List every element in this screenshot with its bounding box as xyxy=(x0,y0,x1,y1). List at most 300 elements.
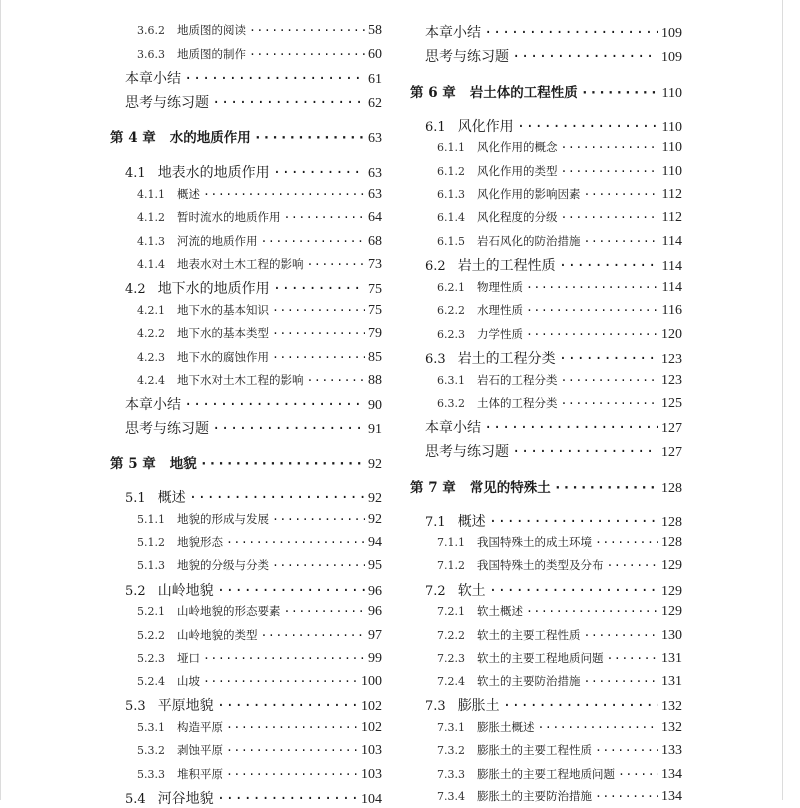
toc-entry-page-number: 92 xyxy=(368,512,382,527)
toc-entry-title: 思考与练习题 xyxy=(125,95,209,111)
dot-leader xyxy=(607,651,659,665)
toc-entry-page-number: 134 xyxy=(661,767,682,782)
toc-entry-number: 6.1.3 xyxy=(437,188,465,201)
dot-leader xyxy=(489,514,658,530)
dot-leader xyxy=(561,396,659,410)
toc-entry-title: 地下水对土木工程的影响 xyxy=(177,373,304,387)
toc-entry-title: 本章小结 xyxy=(425,25,481,41)
toc-entry-title: 剥蚀平原 xyxy=(177,743,223,757)
toc-entry-sub xyxy=(410,326,682,343)
toc-entry-page-number: 131 xyxy=(661,651,682,666)
dot-leader xyxy=(503,698,658,714)
toc-entry-number: 5.3.3 xyxy=(137,768,165,781)
toc-entry-title: 水理性质 xyxy=(477,303,523,317)
dot-leader xyxy=(184,71,365,87)
toc-entry-section xyxy=(110,695,382,715)
toc-entry-section xyxy=(410,511,682,531)
toc-entry-number: 4.2.4 xyxy=(137,374,165,387)
toc-entry-title: 物理性质 xyxy=(477,280,523,294)
toc-entry-section xyxy=(410,580,682,600)
toc-entry-sub xyxy=(410,163,682,180)
toc-entry-title: 风化作用的影响因素 xyxy=(477,187,581,201)
toc-entry-number: 5.3.1 xyxy=(137,721,165,734)
toc-entry-sub xyxy=(410,395,682,412)
toc-entry-title: 地质图的阅读 xyxy=(177,23,246,37)
toc-entry-sub xyxy=(410,557,682,574)
dot-leader xyxy=(559,351,658,367)
toc-entry-page-number: 63 xyxy=(368,166,382,181)
toc-entry-sub xyxy=(410,302,682,319)
toc-entry-summary xyxy=(110,418,382,438)
toc-entry-sub xyxy=(410,186,682,203)
toc-entry-sub xyxy=(410,719,682,736)
toc-entry-page-number: 114 xyxy=(661,234,682,249)
toc-entry-title: 土体的工程分类 xyxy=(477,396,558,410)
dot-leader xyxy=(226,720,358,734)
toc-entry-number: 6.2.3 xyxy=(437,328,465,341)
dot-leader xyxy=(272,326,365,340)
dot-leader xyxy=(254,130,365,146)
toc-entry-page-number: 114 xyxy=(661,259,682,274)
dot-leader xyxy=(307,373,366,387)
toc-entry-page-number: 103 xyxy=(361,743,382,758)
toc-entry-page-number: 129 xyxy=(661,558,682,573)
toc-entry-title: 平原地貌 xyxy=(157,698,214,714)
toc-entry-number: 6.1.5 xyxy=(437,235,465,248)
toc-entry-page-number: 109 xyxy=(661,50,682,65)
toc-entry-page-number: 92 xyxy=(368,457,382,472)
toc-entry-page-number: 96 xyxy=(368,584,382,599)
toc-entry-number: 第 4 章 xyxy=(110,130,156,146)
toc-entry-sub xyxy=(110,557,382,574)
page-border-left xyxy=(0,0,1,800)
toc-entry-title: 岩土的工程分类 xyxy=(457,351,556,367)
toc-entry-sub xyxy=(110,186,382,203)
toc-entry-page-number: 109 xyxy=(661,26,682,41)
dot-leader xyxy=(226,767,358,781)
toc-entry-summary xyxy=(410,22,682,42)
toc-entry-number: 6.1.4 xyxy=(437,211,465,224)
toc-entry-number: 4.2.3 xyxy=(137,351,165,364)
dot-leader xyxy=(607,558,659,572)
toc-entry-page-number: 88 xyxy=(368,373,382,388)
toc-entry-page-number: 58 xyxy=(368,23,382,38)
toc-entry-section xyxy=(110,788,382,808)
dot-leader xyxy=(584,234,659,248)
dot-leader xyxy=(584,628,659,642)
dot-leader xyxy=(226,535,365,549)
toc-entry-page-number: 104 xyxy=(361,792,382,807)
toc-entry-title: 软土 xyxy=(457,583,486,599)
dot-leader xyxy=(203,187,365,201)
toc-entry-title: 山岭地貌的类型 xyxy=(177,628,258,642)
toc-entry-title: 山岭地貌的形态要素 xyxy=(177,604,281,618)
toc-entry-number: 6.1.2 xyxy=(437,165,465,178)
toc-entry-section xyxy=(110,487,382,507)
dot-leader xyxy=(226,743,358,757)
toc-entry-title: 堆积平原 xyxy=(177,767,223,781)
toc-entry-page-number: 68 xyxy=(368,234,382,249)
toc-entry-page-number: 128 xyxy=(661,515,682,530)
toc-entry-page-number: 114 xyxy=(661,280,682,295)
toc-entry-sub xyxy=(110,766,382,783)
toc-entry-number: 7.1.1 xyxy=(437,536,465,549)
dot-leader xyxy=(517,119,659,135)
toc-entry-sub xyxy=(110,673,382,690)
toc-entry-title: 软土的主要工程性质 xyxy=(477,628,581,642)
toc-entry-title: 地表水的地质作用 xyxy=(157,165,270,181)
toc-entry-title: 地貌 xyxy=(169,456,197,472)
toc-entry-section xyxy=(410,116,682,136)
toc-entry-number: 6.2 xyxy=(425,259,446,274)
toc-entry-title: 膨胀土 xyxy=(457,698,500,714)
toc-entry-title: 风化作用 xyxy=(457,119,514,135)
toc-entry-title: 水的地质作用 xyxy=(169,130,251,146)
toc-entry-title: 地下水的地质作用 xyxy=(157,281,270,297)
toc-entry-number: 4.2.2 xyxy=(137,327,165,340)
toc-entry-number: 第 6 章 xyxy=(410,85,456,101)
dot-leader xyxy=(217,791,358,807)
toc-entry-number: 4.1.2 xyxy=(137,211,165,224)
toc-entry-number: 4.1.4 xyxy=(137,258,165,271)
dot-leader xyxy=(272,512,365,526)
toc-entry-page-number: 110 xyxy=(661,140,682,155)
toc-entry-summary xyxy=(110,394,382,414)
toc-entry-page-number: 91 xyxy=(368,422,382,437)
toc-entry-chapter xyxy=(110,452,382,473)
toc-entry-number: 7.3 xyxy=(425,699,446,714)
toc-entry-summary xyxy=(410,417,682,437)
toc-entry-sub xyxy=(110,627,382,644)
toc-entry-number: 7.3.4 xyxy=(437,790,465,803)
dot-leader xyxy=(526,604,658,618)
toc-entry-number: 4.1 xyxy=(125,166,146,181)
toc-entry-page-number: 60 xyxy=(368,47,382,62)
dot-leader xyxy=(595,789,658,803)
toc-entry-page-number: 102 xyxy=(361,720,382,735)
toc-entry-page-number: 62 xyxy=(368,96,382,111)
dot-leader xyxy=(512,49,658,65)
toc-entry-number: 5.2 xyxy=(125,584,146,599)
toc-entry-page-number: 96 xyxy=(368,604,382,619)
toc-entry-sub xyxy=(410,279,682,296)
toc-entry-sub xyxy=(110,256,382,273)
dot-leader xyxy=(526,327,658,341)
toc-entry-page-number: 130 xyxy=(661,628,682,643)
toc-entry-title: 垭口 xyxy=(177,651,200,665)
toc-entry-page-number: 63 xyxy=(368,131,382,146)
toc-entry-title: 概述 xyxy=(157,490,186,506)
dot-leader xyxy=(307,257,366,271)
toc-entry-title: 软土概述 xyxy=(477,604,523,618)
toc-entry-page-number: 128 xyxy=(661,535,682,550)
toc-entry-page-number: 129 xyxy=(661,584,682,599)
toc-entry-sub xyxy=(110,603,382,620)
toc-entry-page-number: 64 xyxy=(368,210,382,225)
toc-entry-page-number: 129 xyxy=(661,604,682,619)
toc-entry-page-number: 75 xyxy=(368,282,382,297)
toc-entry-title: 膨胀土的主要工程性质 xyxy=(477,743,592,757)
dot-leader xyxy=(212,421,365,437)
toc-entry-page-number: 97 xyxy=(368,628,382,643)
toc-entry-page-number: 90 xyxy=(368,398,382,413)
toc-entry-section xyxy=(110,278,382,298)
toc-entry-sub xyxy=(110,534,382,551)
toc-entry-sub xyxy=(410,372,682,389)
toc-entry-page-number: 73 xyxy=(368,257,382,272)
toc-entry-title: 地下水的基本知识 xyxy=(177,303,269,317)
toc-entry-number: 4.1.1 xyxy=(137,188,165,201)
dot-leader xyxy=(595,535,658,549)
toc-entry-page-number: 79 xyxy=(368,326,382,341)
dot-leader xyxy=(595,743,658,757)
toc-entry-page-number: 110 xyxy=(661,164,682,179)
toc-entry-chapter xyxy=(410,81,682,102)
toc-entry-page-number: 128 xyxy=(661,481,682,496)
toc-entry-page-number: 132 xyxy=(661,720,682,735)
toc-entry-sub xyxy=(410,650,682,667)
dot-leader xyxy=(217,698,358,714)
dot-leader xyxy=(561,373,659,387)
toc-entry-title: 本章小结 xyxy=(125,397,181,413)
toc-entry-number: 5.2.3 xyxy=(137,652,165,665)
toc-entry-section xyxy=(410,255,682,275)
toc-entry-page-number: 125 xyxy=(661,396,682,411)
toc-entry-number: 7.3.1 xyxy=(437,721,465,734)
toc-entry-sub xyxy=(410,742,682,759)
toc-entry-page-number: 63 xyxy=(368,187,382,202)
toc-entry-title: 膨胀土的主要工程地质问题 xyxy=(477,767,615,781)
toc-entry-title: 暂时流水的地质作用 xyxy=(177,210,281,224)
dot-leader xyxy=(584,674,659,688)
dot-leader xyxy=(249,47,365,61)
toc-entry-summary xyxy=(110,68,382,88)
toc-entry-title: 我国特殊土的类型及分布 xyxy=(477,558,604,572)
toc-entry-summary xyxy=(110,92,382,112)
dot-leader xyxy=(203,651,365,665)
toc-entry-number: 5.1.1 xyxy=(137,513,165,526)
toc-entry-title: 山坡 xyxy=(177,674,200,688)
toc-entry-number: 5.3.2 xyxy=(137,744,165,757)
toc-entry-title: 本章小结 xyxy=(125,71,181,87)
toc-entry-title: 软土的主要工程地质问题 xyxy=(477,651,604,665)
toc-entry-title: 地貌的形成与发展 xyxy=(177,512,269,526)
toc-entry-number: 7.2.1 xyxy=(437,605,465,618)
dot-leader xyxy=(284,604,366,618)
toc-entry-title: 地下水的腐蚀作用 xyxy=(177,350,269,364)
toc-entry-sub xyxy=(410,233,682,250)
toc-entry-sub xyxy=(410,766,682,783)
dot-leader xyxy=(559,258,659,274)
toc-entry-chapter xyxy=(410,476,682,497)
toc-entry-number: 7.2 xyxy=(425,584,446,599)
toc-entry-page-number: 110 xyxy=(661,86,682,101)
toc-entry-page-number: 110 xyxy=(661,120,682,135)
toc-entry-title: 软土的主要防治措施 xyxy=(477,674,581,688)
toc-entry-sub xyxy=(110,742,382,759)
toc-entry-number: 7.3.2 xyxy=(437,744,465,757)
dot-leader xyxy=(261,234,366,248)
toc-entry-page-number: 100 xyxy=(361,674,382,689)
toc-entry-number: 5.1.3 xyxy=(137,559,165,572)
toc-entry-sub xyxy=(110,46,382,63)
toc-entry-page-number: 127 xyxy=(661,421,682,436)
toc-entry-number: 7.1 xyxy=(425,515,446,530)
toc-entry-title: 地貌的分级与分类 xyxy=(177,558,269,572)
toc-entry-title: 地貌形态 xyxy=(177,535,223,549)
toc-entry-number: 5.1 xyxy=(125,491,146,506)
toc-entry-page-number: 61 xyxy=(368,72,382,87)
toc-entry-section xyxy=(410,348,682,368)
toc-entry-page-number: 127 xyxy=(661,445,682,460)
toc-entry-sub xyxy=(410,788,682,805)
toc-entry-title: 常见的特殊土 xyxy=(469,480,551,496)
toc-entry-title: 地下水的基本类型 xyxy=(177,326,269,340)
toc-entry-section xyxy=(110,580,382,600)
toc-entry-chapter xyxy=(110,126,382,147)
dot-leader xyxy=(561,164,659,178)
toc-entry-number: 6.1 xyxy=(425,120,446,135)
toc-entry-number: 4.2 xyxy=(125,282,146,297)
toc-entry-number: 5.4 xyxy=(125,792,146,807)
toc-entry-page-number: 123 xyxy=(661,373,682,388)
toc-entry-title: 膨胀土概述 xyxy=(477,720,535,734)
toc-entry-page-number: 103 xyxy=(361,767,382,782)
dot-leader xyxy=(203,674,358,688)
toc-entry-summary xyxy=(410,441,682,461)
toc-entry-page-number: 116 xyxy=(661,303,682,318)
toc-entry-page-number: 134 xyxy=(661,789,682,804)
dot-leader xyxy=(212,95,365,111)
toc-entry-page-number: 85 xyxy=(368,350,382,365)
toc-entry-number: 5.2.4 xyxy=(137,675,165,688)
toc-entry-page-number: 75 xyxy=(368,303,382,318)
toc-entry-title: 地表水对土木工程的影响 xyxy=(177,257,304,271)
toc-entry-title: 我国特殊土的成土环境 xyxy=(477,535,592,549)
toc-entry-sub xyxy=(110,372,382,389)
toc-entry-title: 河流的地质作用 xyxy=(177,234,258,248)
toc-entry-number: 4.1.3 xyxy=(137,235,165,248)
toc-entry-number: 6.2.2 xyxy=(437,304,465,317)
toc-entry-page-number: 99 xyxy=(368,651,382,666)
toc-entry-sub xyxy=(110,650,382,667)
dot-leader xyxy=(200,456,365,472)
toc-entry-number: 7.2.4 xyxy=(437,675,465,688)
toc-entry-page-number: 131 xyxy=(661,674,682,689)
toc-entry-number: 3.6.3 xyxy=(137,48,165,61)
toc-entry-number: 第 5 章 xyxy=(110,456,156,472)
toc-entry-title: 概述 xyxy=(457,514,486,530)
toc-entry-sub xyxy=(410,673,682,690)
dot-leader xyxy=(584,187,659,201)
toc-entry-sub xyxy=(410,534,682,551)
toc-entry-number: 5.2.1 xyxy=(137,605,165,618)
toc-entry-number: 7.2.3 xyxy=(437,652,465,665)
toc-entry-number: 7.3.3 xyxy=(437,768,465,781)
toc-entry-number: 6.3.1 xyxy=(437,374,465,387)
dot-leader xyxy=(272,303,365,317)
toc-entry-title: 山岭地貌 xyxy=(157,583,214,599)
toc-entry-title: 岩石的工程分类 xyxy=(477,373,558,387)
toc-entry-page-number: 120 xyxy=(661,327,682,342)
toc-entry-title: 河谷地貌 xyxy=(157,791,214,807)
dot-leader xyxy=(184,397,365,413)
dot-leader xyxy=(484,420,658,436)
toc-entry-sub xyxy=(110,22,382,39)
toc-entry-sub xyxy=(110,349,382,366)
toc-entry-number: 5.3 xyxy=(125,699,146,714)
toc-entry-number: 5.1.2 xyxy=(137,536,165,549)
dot-leader xyxy=(538,720,659,734)
toc-entry-title: 岩石风化的防治措施 xyxy=(477,234,581,248)
dot-leader xyxy=(526,303,659,317)
dot-leader xyxy=(618,767,658,781)
toc-entry-title: 概述 xyxy=(177,187,200,201)
dot-leader xyxy=(249,23,365,37)
dot-leader xyxy=(512,444,658,460)
toc-entry-title: 本章小结 xyxy=(425,420,481,436)
toc-entry-title: 风化程度的分级 xyxy=(477,210,558,224)
toc-entry-page-number: 92 xyxy=(368,491,382,506)
dot-leader xyxy=(272,350,365,364)
toc-entry-number: 7.2.2 xyxy=(437,629,465,642)
toc-entry-sub xyxy=(110,719,382,736)
toc-entry-section xyxy=(110,162,382,182)
toc-entry-number: 第 7 章 xyxy=(410,480,456,496)
toc-entry-title: 构造平原 xyxy=(177,720,223,734)
toc-entry-title: 风化作用的概念 xyxy=(477,140,558,154)
toc-entry-page-number: 94 xyxy=(368,535,382,550)
dot-leader xyxy=(554,480,658,496)
toc-entry-sub xyxy=(410,209,682,226)
dot-leader xyxy=(489,583,658,599)
dot-leader xyxy=(217,583,365,599)
toc-entry-sub xyxy=(410,139,682,156)
toc-entry-sub xyxy=(110,511,382,528)
dot-leader xyxy=(484,25,658,41)
dot-leader xyxy=(561,140,659,154)
toc-entry-sub xyxy=(110,209,382,226)
toc-entry-title: 风化作用的类型 xyxy=(477,164,558,178)
toc-entry-page-number: 133 xyxy=(661,743,682,758)
toc-entry-title: 岩土体的工程性质 xyxy=(469,85,578,101)
dot-leader xyxy=(284,210,366,224)
dot-leader xyxy=(273,281,365,297)
toc-entry-sub xyxy=(110,302,382,319)
page-border-right xyxy=(782,0,783,800)
toc-entry-page-number: 132 xyxy=(661,699,682,714)
toc-entry-page-number: 112 xyxy=(661,210,682,225)
toc-entry-number: 6.3 xyxy=(425,352,446,367)
toc-entry-title: 思考与练习题 xyxy=(425,444,509,460)
toc-entry-title: 地质图的制作 xyxy=(177,47,246,61)
dot-leader xyxy=(273,165,365,181)
toc-entry-number: 6.2.1 xyxy=(437,281,465,294)
toc-entry-section xyxy=(410,695,682,715)
toc-entry-sub xyxy=(110,233,382,250)
toc-entry-number: 6.3.2 xyxy=(437,397,465,410)
toc-entry-title: 思考与练习题 xyxy=(425,49,509,65)
toc-entry-sub xyxy=(410,603,682,620)
dot-leader xyxy=(261,628,366,642)
toc-entry-title: 力学性质 xyxy=(477,327,523,341)
toc-entry-page-number: 95 xyxy=(368,558,382,573)
toc-entry-title: 膨胀土的主要防治措施 xyxy=(477,789,592,803)
toc-entry-page-number: 102 xyxy=(361,699,382,714)
toc-entry-title: 岩土的工程性质 xyxy=(457,258,556,274)
toc-entry-number: 7.1.2 xyxy=(437,559,465,572)
dot-leader xyxy=(272,558,365,572)
